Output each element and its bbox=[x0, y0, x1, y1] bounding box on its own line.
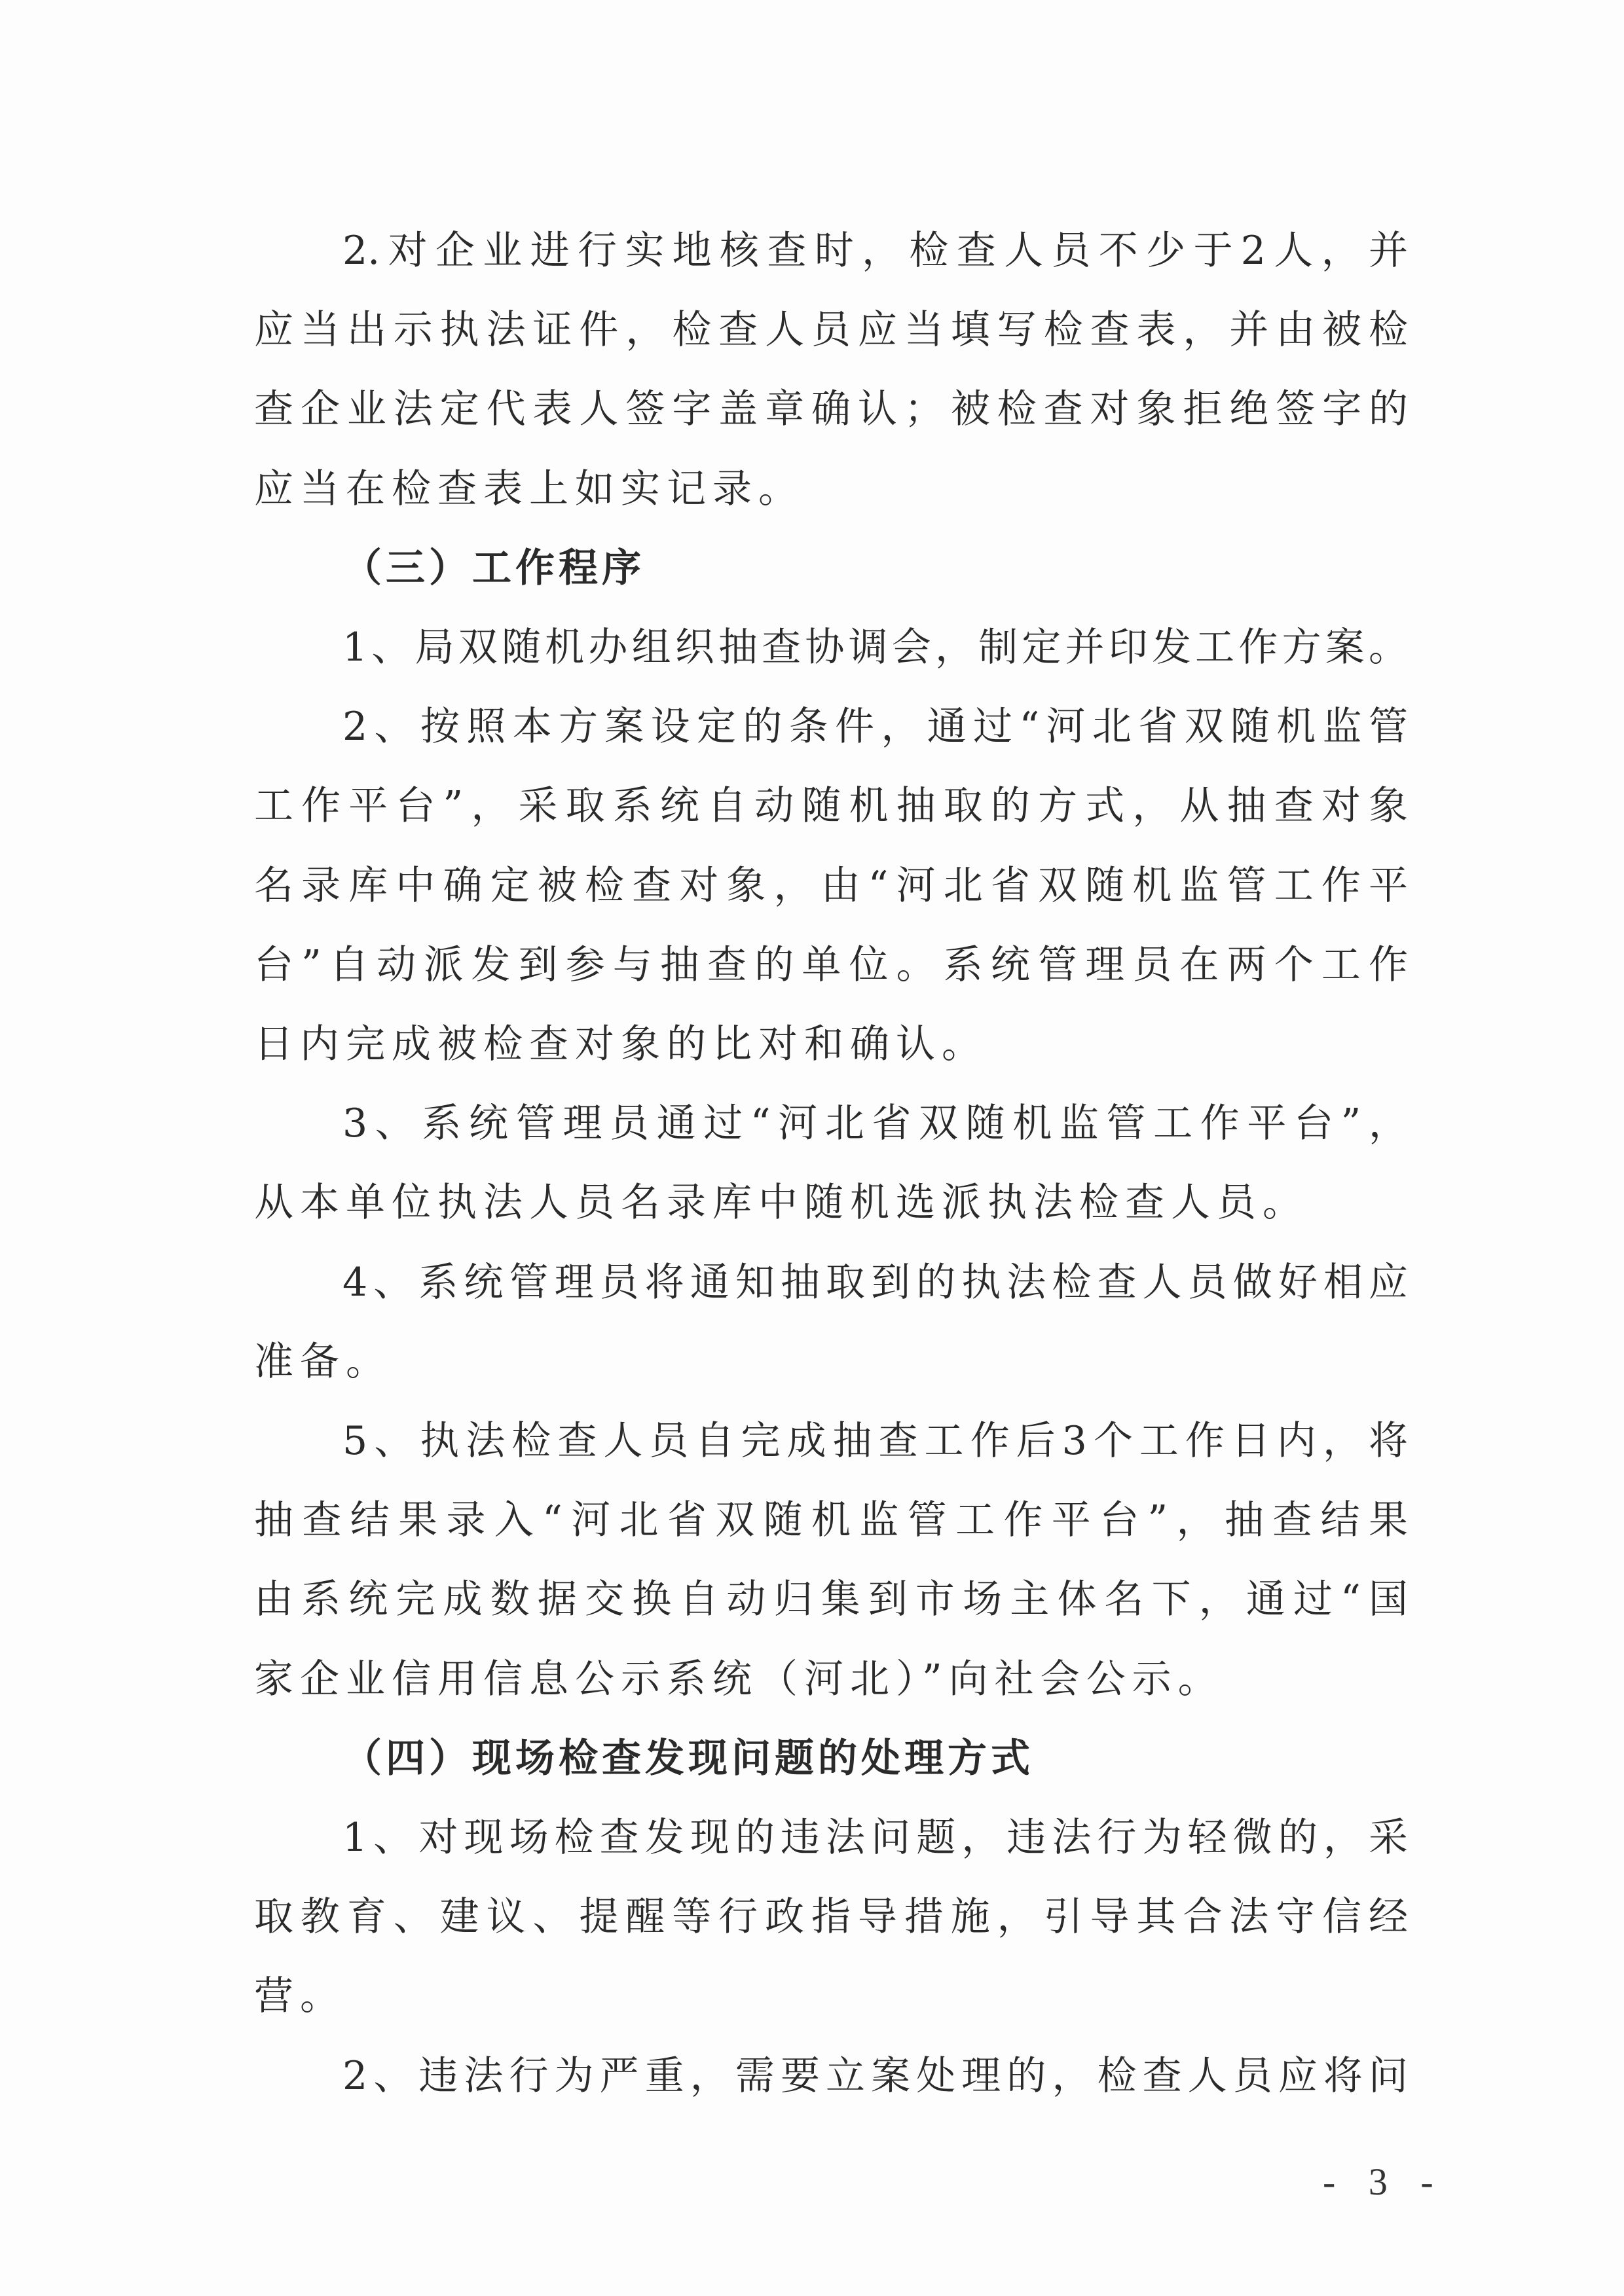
section-heading: （三）工作程序 bbox=[342, 545, 645, 591]
text-line: 由系统完成数据交换自动归集到市场主体名下，通过“国 bbox=[254, 1576, 1408, 1623]
text-line: 准备。 bbox=[254, 1338, 392, 1385]
text-line: 名录库中确定被检查对象，由“河北省双随机监管工作平 bbox=[254, 862, 1408, 909]
text-line: 家企业信用信息公示系统（河北）”向社会公示。 bbox=[254, 1656, 1224, 1702]
text-line: 3、系统管理员通过“河北省双随机监管工作平台”， bbox=[342, 1101, 1408, 1147]
text-line: 5、执法检查人员自完成抽查工作后3个工作日内，将 bbox=[342, 1418, 1408, 1464]
page-number: - 3 - bbox=[1323, 2160, 1445, 2203]
text-line: 取教育、建议、提醒等行政指导措施，引导其合法守信经 bbox=[254, 1894, 1408, 1941]
text-line: 1、对现场检查发现的违法问题，违法行为轻微的，采 bbox=[342, 1815, 1408, 1861]
text-line: 1、局双随机办组织抽查协调会，制定并印发工作方案。 bbox=[342, 625, 1408, 670]
text-line: 从本单位执法人员名录库中随机选派执法检查人员。 bbox=[254, 1180, 1308, 1226]
text-line: 2.对企业进行实地核查时，检查人员不少于2人，并 bbox=[342, 228, 1408, 274]
text-line: 查企业法定代表人签字盖章确认；被检查对象拒绝签字的 bbox=[254, 386, 1408, 433]
text-line: 应当出示执法证件，检查人员应当填写检查表，并由被检 bbox=[254, 307, 1408, 354]
text-line: 工作平台”，采取系统自动随机抽取的方式，从抽查对象 bbox=[254, 783, 1408, 829]
text-line: 营。 bbox=[254, 1973, 346, 2020]
text-line: 2、按照本方案设定的条件，通过“河北省双随机监管 bbox=[342, 704, 1408, 750]
text-line: 台”自动派发到参与抽查的单位。系统管理员在两个工作 bbox=[254, 941, 1408, 988]
text-line: 抽查结果录入“河北省双随机监管工作平台”，抽查结果 bbox=[254, 1497, 1408, 1544]
section-heading: （四）现场检查发现问题的处理方式 bbox=[342, 1735, 1034, 1781]
text-line: 4、系统管理员将通知抽取到的执法检查人员做好相应 bbox=[342, 1259, 1408, 1305]
text-line: 2、违法行为严重，需要立案处理的，检查人员应将问 bbox=[342, 2052, 1408, 2099]
text-line: 应当在检查表上如实记录。 bbox=[254, 465, 804, 512]
text-line: 日内完成被检查对象的比对和确认。 bbox=[254, 1021, 987, 1067]
